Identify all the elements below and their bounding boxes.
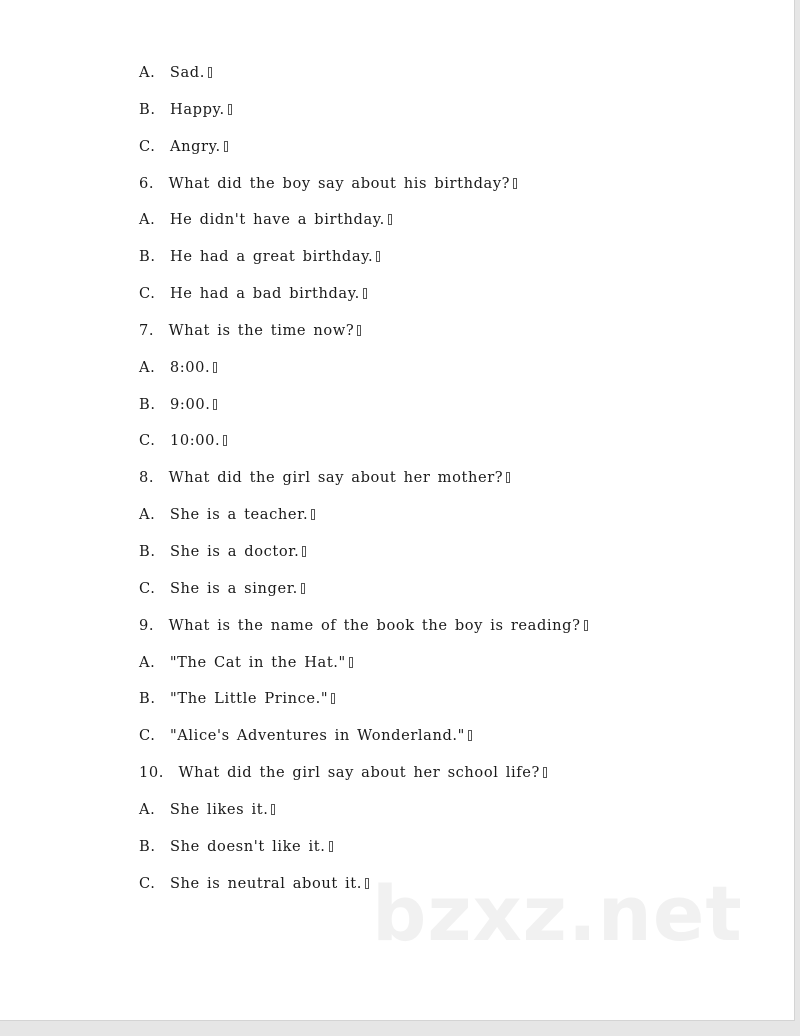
option-line — [139, 99, 588, 136]
line-text: C. "Alice's Adventures in Wonderland." — [139, 727, 465, 745]
paragraph-mark-icon — [357, 325, 361, 336]
line-text: C. 10:00. — [139, 432, 221, 450]
option-line — [139, 209, 588, 246]
paragraph-mark-icon — [223, 435, 227, 446]
paragraph-mark-icon — [331, 693, 335, 704]
paragraph-mark-icon — [349, 657, 353, 668]
option-line — [139, 578, 588, 615]
question-line — [139, 762, 588, 799]
line-text: A. She likes it. — [139, 800, 269, 818]
paragraph-mark-icon — [376, 251, 380, 262]
paragraph-mark-icon — [224, 141, 228, 152]
option-line — [139, 652, 588, 689]
option-line — [139, 504, 588, 541]
option-line — [139, 725, 588, 762]
line-text: C. She is neutral about it. — [139, 874, 363, 892]
paragraph-mark-icon — [388, 214, 392, 225]
line-text: B. 9:00. — [139, 395, 211, 413]
option-line — [139, 246, 588, 283]
line-text: 9. What is the name of the book the boy is reading? — [139, 616, 581, 634]
option-line — [139, 394, 588, 431]
option-line — [139, 836, 588, 873]
option-line — [139, 430, 588, 467]
option-line — [139, 357, 588, 394]
line-text: B. "The Little Prince." — [139, 690, 329, 708]
line-text: B. She doesn't like it. — [139, 837, 326, 855]
question-line — [139, 320, 588, 357]
line-text: 8. What did the girl say about her mother? — [139, 469, 504, 487]
option-line — [139, 541, 588, 578]
line-text: C. Angry. — [139, 137, 221, 155]
paragraph-mark-icon — [301, 583, 305, 594]
line-text: 7. What is the time now? — [139, 321, 355, 339]
watermark: bzxz.net — [372, 869, 743, 958]
paragraph-mark-icon — [506, 472, 510, 483]
paragraph-mark-icon — [329, 841, 333, 852]
line-text: B. He had a great birthday. — [139, 248, 374, 266]
line-text: 6. What did the boy say about his birthday? — [139, 174, 511, 192]
option-line — [139, 283, 588, 320]
question-line — [139, 467, 588, 504]
option-line — [139, 62, 588, 99]
paragraph-mark-icon — [513, 178, 517, 189]
line-text: A. 8:00. — [139, 358, 211, 376]
paragraph-mark-icon — [213, 399, 217, 410]
option-line — [139, 688, 588, 725]
line-text: C. He had a bad birthday. — [139, 285, 360, 303]
option-line — [139, 136, 588, 173]
paragraph-mark-icon — [584, 620, 588, 631]
paragraph-mark-icon — [302, 546, 306, 557]
question-line — [139, 615, 588, 652]
question-list — [139, 62, 588, 909]
paragraph-mark-icon — [543, 767, 547, 778]
line-text: B. She is a doctor. — [139, 542, 300, 560]
paragraph-mark-icon — [363, 288, 367, 299]
page-bottom-edge — [0, 1021, 800, 1036]
paragraph-mark-icon — [213, 362, 217, 373]
question-line — [139, 173, 588, 210]
option-line — [139, 799, 588, 836]
line-text: B. Happy. — [139, 100, 225, 118]
line-text: A. Sad. — [139, 64, 205, 81]
line-text: C. She is a singer. — [139, 579, 298, 597]
paragraph-mark-icon — [271, 804, 275, 815]
paragraph-mark-icon — [311, 509, 315, 520]
paragraph-mark-icon — [468, 730, 472, 741]
line-text: A. "The Cat in the Hat." — [139, 653, 346, 671]
paragraph-mark-icon — [208, 67, 212, 78]
paragraph-mark-icon — [228, 104, 232, 115]
paragraph-mark-icon — [365, 878, 369, 889]
line-text: 10. What did the girl say about her school life? — [139, 764, 540, 782]
line-text: A. She is a teacher. — [139, 506, 309, 524]
line-text: A. He didn't have a birthday. — [139, 211, 385, 229]
